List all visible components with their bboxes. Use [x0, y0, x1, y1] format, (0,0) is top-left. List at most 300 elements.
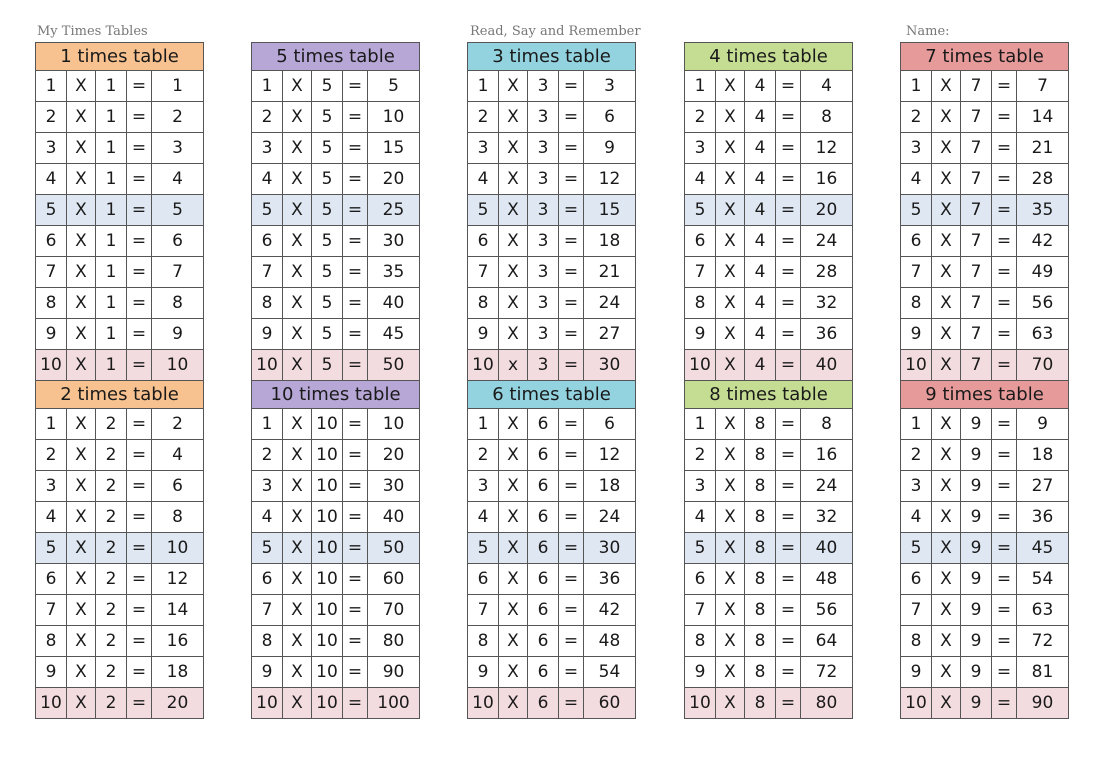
table-cell: 10	[685, 688, 716, 719]
table-cell: 20	[152, 688, 204, 719]
table-row	[252, 533, 420, 564]
table-cell: 4	[468, 502, 499, 533]
table-cell: X	[716, 226, 745, 257]
table-row	[901, 471, 1069, 502]
table-cell: 8	[745, 688, 776, 719]
table-row	[901, 195, 1069, 226]
table-cell: 14	[152, 595, 204, 626]
table-cell: X	[932, 133, 961, 164]
table-cell: 5	[901, 533, 932, 564]
table-row	[685, 502, 853, 533]
table-cell: X	[499, 133, 528, 164]
table-row	[685, 288, 853, 319]
table-cell: 4	[152, 440, 204, 471]
table-cell: 7	[36, 257, 67, 288]
table-cell: X	[716, 471, 745, 502]
table-cell: 8	[685, 626, 716, 657]
table-cell: =	[559, 533, 584, 564]
table-cell: 9	[961, 657, 992, 688]
table-row	[901, 626, 1069, 657]
table-cell: 45	[368, 319, 420, 350]
table-cell: 7	[961, 102, 992, 133]
table-row	[901, 440, 1069, 471]
table-row	[901, 657, 1069, 688]
table-row	[901, 257, 1069, 288]
table-row	[685, 226, 853, 257]
table-row	[468, 319, 636, 350]
table-cell: 3	[528, 195, 559, 226]
table-cell: X	[283, 626, 312, 657]
table-cell: 10	[252, 688, 283, 719]
table-cell: 5	[312, 195, 343, 226]
table-cell: X	[499, 688, 528, 719]
table-cell: =	[776, 71, 801, 102]
table-cell: =	[343, 440, 368, 471]
table-cell: 2	[96, 409, 127, 440]
table-cell: 4	[745, 195, 776, 226]
table-cell: =	[776, 257, 801, 288]
table-cell: 2	[96, 533, 127, 564]
table-cell: 8	[745, 409, 776, 440]
table-cell: 8	[252, 288, 283, 319]
table-row	[36, 409, 204, 440]
table-title: 4 times table	[685, 43, 853, 71]
table-cell: =	[343, 471, 368, 502]
table-row	[685, 409, 853, 440]
table-cell: =	[127, 409, 152, 440]
table-cell: 7	[36, 595, 67, 626]
table-cell: 2	[36, 102, 67, 133]
table-cell: X	[932, 502, 961, 533]
table-cell: 9	[252, 657, 283, 688]
table-cell: 10	[152, 350, 204, 381]
table-cell: X	[67, 688, 96, 719]
table-cell: 6	[685, 564, 716, 595]
table-cell: 6	[252, 564, 283, 595]
table-row	[252, 195, 420, 226]
table-cell: =	[776, 319, 801, 350]
table-cell: 54	[584, 657, 636, 688]
table-cell: 36	[801, 319, 853, 350]
table-cell: 16	[152, 626, 204, 657]
table-cell: 7	[468, 257, 499, 288]
table-cell: X	[932, 102, 961, 133]
table-cell: 45	[1017, 533, 1069, 564]
table-cell: X	[716, 319, 745, 350]
table-cell: =	[127, 502, 152, 533]
table-cell: =	[992, 319, 1017, 350]
table-cell: X	[932, 226, 961, 257]
table-cell: 8	[745, 657, 776, 688]
table-cell: 5	[312, 133, 343, 164]
table-cell: =	[343, 288, 368, 319]
table-cell: x	[499, 350, 528, 381]
table-row	[36, 164, 204, 195]
table-cell: 5	[312, 102, 343, 133]
table-cell: 9	[961, 471, 992, 502]
times-table-9	[684, 380, 853, 719]
table-row	[468, 195, 636, 226]
table-cell: 10	[901, 688, 932, 719]
table-cell: 80	[801, 688, 853, 719]
table-cell: 8	[745, 533, 776, 564]
table-cell: 8	[801, 409, 853, 440]
table-cell: =	[127, 688, 152, 719]
table-cell: 5	[468, 195, 499, 226]
table-cell: 10	[368, 409, 420, 440]
table-cell: =	[343, 350, 368, 381]
table-cell: 16	[801, 440, 853, 471]
table-cell: 80	[368, 626, 420, 657]
table-cell: 6	[36, 564, 67, 595]
table-cell: X	[499, 471, 528, 502]
table-cell: X	[67, 626, 96, 657]
table-cell: 27	[584, 319, 636, 350]
table-cell: 40	[801, 533, 853, 564]
table-cell: 4	[745, 288, 776, 319]
table-cell: X	[67, 533, 96, 564]
table-cell: X	[716, 533, 745, 564]
table-row	[468, 471, 636, 502]
table-cell: 1	[96, 350, 127, 381]
table-cell: =	[992, 350, 1017, 381]
table-cell: X	[499, 440, 528, 471]
header-my-times-tables: My Times Tables	[37, 24, 148, 39]
table-cell: 72	[1017, 626, 1069, 657]
table-row	[685, 595, 853, 626]
table-cell: 100	[368, 688, 420, 719]
table-cell: 7	[961, 164, 992, 195]
table-cell: 6	[252, 226, 283, 257]
table-cell: 3	[528, 257, 559, 288]
table-cell: 1	[901, 409, 932, 440]
table-cell: =	[559, 195, 584, 226]
table-cell: 1	[96, 102, 127, 133]
table-row	[468, 502, 636, 533]
table-row	[252, 288, 420, 319]
table-cell: =	[343, 688, 368, 719]
table-cell: 10	[312, 626, 343, 657]
table-cell: 12	[152, 564, 204, 595]
table-row	[685, 657, 853, 688]
table-cell: X	[932, 595, 961, 626]
times-table-8	[467, 380, 636, 719]
table-cell: 3	[584, 71, 636, 102]
table-cell: 5	[312, 350, 343, 381]
times-table-10	[900, 380, 1069, 719]
table-cell: =	[127, 626, 152, 657]
table-row	[468, 626, 636, 657]
table-cell: 7	[961, 257, 992, 288]
table-row	[685, 133, 853, 164]
table-row	[468, 350, 636, 381]
table-cell: 2	[96, 626, 127, 657]
table-cell: 9	[36, 657, 67, 688]
table-row	[685, 319, 853, 350]
table-row	[468, 409, 636, 440]
table-row	[901, 409, 1069, 440]
table-cell: X	[932, 626, 961, 657]
table-cell: 5	[468, 533, 499, 564]
table-cell: 4	[745, 350, 776, 381]
table-cell: 8	[745, 626, 776, 657]
table-row	[468, 564, 636, 595]
table-cell: =	[127, 257, 152, 288]
table-cell: =	[127, 195, 152, 226]
table-cell: =	[992, 102, 1017, 133]
table-cell: 30	[368, 226, 420, 257]
table-cell: X	[499, 257, 528, 288]
table-cell: =	[992, 502, 1017, 533]
table-row	[685, 350, 853, 381]
table-cell: 20	[368, 440, 420, 471]
table-cell: 48	[584, 626, 636, 657]
table-cell: 25	[368, 195, 420, 226]
table-cell: X	[499, 319, 528, 350]
table-cell: 15	[368, 133, 420, 164]
table-cell: 10	[312, 595, 343, 626]
table-cell: 8	[252, 626, 283, 657]
table-cell: 2	[152, 409, 204, 440]
table-cell: 1	[685, 409, 716, 440]
table-row	[36, 102, 204, 133]
table-cell: 56	[1017, 288, 1069, 319]
table-cell: 3	[528, 288, 559, 319]
table-cell: 5	[252, 533, 283, 564]
table-cell: 50	[368, 350, 420, 381]
table-cell: 4	[745, 319, 776, 350]
table-cell: 32	[801, 502, 853, 533]
table-cell: 9	[1017, 409, 1069, 440]
table-cell: X	[283, 133, 312, 164]
table-cell: X	[67, 195, 96, 226]
table-cell: 9	[901, 657, 932, 688]
table-cell: =	[992, 164, 1017, 195]
table-cell: 2	[901, 102, 932, 133]
table-cell: =	[992, 688, 1017, 719]
table-cell: 56	[801, 595, 853, 626]
table-cell: X	[716, 440, 745, 471]
table-cell: X	[716, 133, 745, 164]
table-row	[36, 595, 204, 626]
table-cell: 3	[528, 319, 559, 350]
table-cell: 30	[584, 350, 636, 381]
table-cell: X	[67, 595, 96, 626]
table-cell: 10	[312, 409, 343, 440]
table-cell: 6	[901, 226, 932, 257]
table-cell: X	[283, 257, 312, 288]
table-cell: 8	[745, 564, 776, 595]
table-cell: 8	[36, 626, 67, 657]
header-name-label: Name:	[906, 24, 950, 39]
table-cell: X	[932, 409, 961, 440]
table-cell: 10	[312, 471, 343, 502]
table-row	[468, 102, 636, 133]
table-cell: X	[67, 409, 96, 440]
table-cell: 1	[252, 71, 283, 102]
table-cell: =	[992, 288, 1017, 319]
table-title: 8 times table	[685, 381, 853, 409]
table-cell: 81	[1017, 657, 1069, 688]
table-cell: 2	[96, 440, 127, 471]
table-row	[36, 257, 204, 288]
table-cell: X	[932, 164, 961, 195]
table-cell: 5	[312, 288, 343, 319]
times-table-2	[251, 42, 420, 381]
table-cell: 8	[468, 626, 499, 657]
table-cell: 6	[584, 409, 636, 440]
table-cell: 1	[252, 409, 283, 440]
table-cell: 30	[368, 471, 420, 502]
table-row	[468, 71, 636, 102]
table-cell: 8	[745, 502, 776, 533]
table-cell: X	[716, 195, 745, 226]
table-cell: 35	[1017, 195, 1069, 226]
table-cell: =	[127, 350, 152, 381]
table-cell: 2	[96, 471, 127, 502]
table-cell: =	[776, 626, 801, 657]
table-cell: X	[499, 288, 528, 319]
table-cell: 60	[584, 688, 636, 719]
table-row	[468, 533, 636, 564]
table-cell: 2	[901, 440, 932, 471]
table-row	[468, 288, 636, 319]
table-cell: X	[67, 657, 96, 688]
table-cell: 7	[152, 257, 204, 288]
table-row	[36, 688, 204, 719]
table-cell: =	[992, 226, 1017, 257]
table-cell: 3	[252, 133, 283, 164]
table-row	[685, 164, 853, 195]
table-cell: 8	[801, 102, 853, 133]
table-cell: X	[67, 471, 96, 502]
table-cell: =	[776, 688, 801, 719]
table-cell: X	[499, 164, 528, 195]
table-cell: 10	[36, 688, 67, 719]
table-row	[468, 133, 636, 164]
table-row	[901, 226, 1069, 257]
table-cell: X	[283, 195, 312, 226]
table-title: 1 times table	[36, 43, 204, 71]
table-cell: 63	[1017, 595, 1069, 626]
table-cell: 10	[312, 688, 343, 719]
table-cell: =	[343, 595, 368, 626]
table-cell: 1	[96, 288, 127, 319]
table-cell: 5	[152, 195, 204, 226]
table-cell: 3	[36, 133, 67, 164]
table-cell: 18	[584, 226, 636, 257]
table-cell: 9	[901, 319, 932, 350]
table-cell: =	[776, 440, 801, 471]
table-cell: X	[499, 657, 528, 688]
table-cell: 5	[36, 533, 67, 564]
table-cell: 60	[368, 564, 420, 595]
table-cell: 6	[528, 533, 559, 564]
table-cell: 7	[252, 257, 283, 288]
table-cell: 10	[685, 350, 716, 381]
table-row	[252, 319, 420, 350]
table-cell: =	[343, 257, 368, 288]
table-cell: =	[559, 440, 584, 471]
table-cell: =	[992, 257, 1017, 288]
table-title: 6 times table	[468, 381, 636, 409]
table-cell: 8	[901, 626, 932, 657]
table-cell: 24	[584, 288, 636, 319]
table-cell: X	[499, 409, 528, 440]
table-cell: =	[992, 133, 1017, 164]
table-cell: 6	[468, 226, 499, 257]
table-cell: 1	[901, 71, 932, 102]
table-cell: 9	[685, 657, 716, 688]
table-cell: =	[559, 71, 584, 102]
table-row	[685, 440, 853, 471]
table-cell: 6	[528, 595, 559, 626]
table-row	[252, 564, 420, 595]
table-cell: =	[127, 595, 152, 626]
table-cell: =	[559, 102, 584, 133]
table-title: 2 times table	[36, 381, 204, 409]
table-cell: X	[499, 626, 528, 657]
table-cell: 5	[312, 226, 343, 257]
table-cell: 10	[468, 350, 499, 381]
table-cell: 10	[312, 502, 343, 533]
table-title: 3 times table	[468, 43, 636, 71]
table-cell: 36	[1017, 502, 1069, 533]
table-cell: 1	[96, 164, 127, 195]
table-cell: =	[343, 657, 368, 688]
table-cell: =	[127, 133, 152, 164]
table-row	[252, 688, 420, 719]
table-cell: 3	[152, 133, 204, 164]
table-cell: 3	[36, 471, 67, 502]
table-cell: =	[776, 564, 801, 595]
table-title: 5 times table	[252, 43, 420, 71]
table-cell: 5	[685, 195, 716, 226]
table-cell: X	[67, 164, 96, 195]
table-cell: X	[283, 164, 312, 195]
table-cell: =	[343, 564, 368, 595]
table-cell: 9	[468, 319, 499, 350]
table-cell: =	[776, 133, 801, 164]
table-cell: 7	[961, 288, 992, 319]
table-cell: 1	[36, 71, 67, 102]
table-cell: 4	[745, 133, 776, 164]
table-cell: 36	[584, 564, 636, 595]
table-cell: 4	[745, 257, 776, 288]
table-cell: 1	[96, 226, 127, 257]
table-cell: 2	[685, 440, 716, 471]
table-row	[685, 102, 853, 133]
table-cell: 4	[685, 502, 716, 533]
table-row	[468, 440, 636, 471]
table-cell: 8	[152, 502, 204, 533]
table-cell: 4	[252, 502, 283, 533]
table-cell: 3	[528, 226, 559, 257]
table-row	[252, 350, 420, 381]
times-table-1	[35, 42, 204, 381]
table-cell: =	[127, 319, 152, 350]
table-cell: X	[932, 288, 961, 319]
table-cell: 16	[801, 164, 853, 195]
table-cell: 1	[96, 257, 127, 288]
table-cell: =	[343, 319, 368, 350]
table-cell: 6	[36, 226, 67, 257]
table-cell: 7	[252, 595, 283, 626]
table-cell: 4	[901, 164, 932, 195]
table-cell: 24	[584, 502, 636, 533]
table-cell: 9	[584, 133, 636, 164]
table-cell: X	[67, 288, 96, 319]
